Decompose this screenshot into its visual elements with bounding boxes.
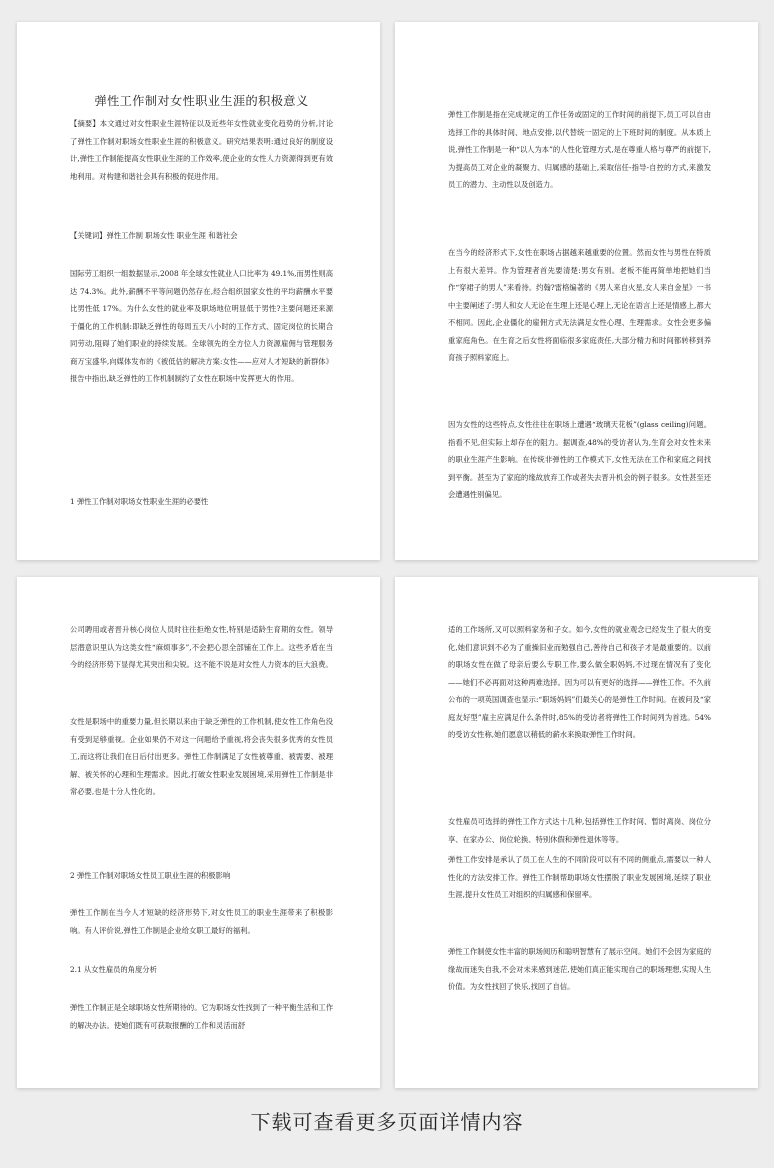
body-paragraph: 适的工作场所,又可以照料家务和子女。如今,女性的就业观念已经发生了很大的变化,她们意识到不必为了重操旧业而勉强自己,善待自己和孩子才是最重要的。以前的职场女性在做了母亲后要么专职工作,要么做全职妈妈,不过现在情况有了变化——她们不必再面对这种两难选择。因为可以有更好的选择——弹性工作。不久前公布的一项英国调查也显示:“职场妈妈”们最关心的是弹性工作时间。在被问及“家庭友好型”雇主应满足什么条件时,85%的受访者将弹性工作时间列为首选。54%的受访女性称,她们愿意以稍低的薪水来换取弹性工作时间。 <box>448 625 711 739</box>
body-paragraph: 弹性工作制正是全球职场女性所期待的。它为职场女性找到了一种平衡生活和工作的解决办法。使她们既有可获取报酬的工作和灵活而舒 <box>70 1003 333 1030</box>
body-paragraph: 弹性工作制在当今人才短缺的经济形势下,对女性员工的职业生涯带来了积极影响。有人评价说,弹性工作制是企业给女职工最好的福利。 <box>70 908 333 935</box>
abstract-paragraph: 【摘要】本文通过对女性职业生涯特征以及近些年女性就业变化趋势的分析,讨论了弹性工作制对职场女性职业生涯的积极意义。研究结果表明:通过良好的制度设计,弹性工作制能提高女性职业生涯的工作效率,使企业的女性人力资源得到更有效地利用。对构建和谐社会具有积极的促进作用。 <box>70 119 333 181</box>
download-more-prompt[interactable]: 下载可查看更多页面详情内容 <box>250 1110 524 1134</box>
document-page-3 <box>17 577 380 1088</box>
body-paragraph: 弹性工作制是指在完成规定的工作任务或固定的工作时间的前提下,员工可以自由选择工作的具体时间、地点安排,以代替统一固定的上下班时间的制度。从本质上说,弹性工作制是一种“以人为本”的人性化管理方式,是在尊重人格与尊严的前提下,为提高员工对企业的凝聚力、归属感的基础上,采取信任-指导-自控的方式,来激发员工的潜力、主动性以及创造力。 <box>448 110 711 189</box>
section-heading: 2 弹性工作制对职场女性员工职业生涯的积极影响 <box>70 871 231 880</box>
body-paragraph: 在当今的经济形式下,女性在职场占据越来越重要的位置。然而女性与男性在特质上有很大差异。作为管理者首先要清楚:男女有别。老板不能再简单地把她们当作“穿裙子的男人”来看待。约翰?雷格编著的《男人来自火星,女人来自金星》一书中主要阐述了:男人和女人无论在生理上还是心理上,无论在语言上还是情感上,都大不相同。因此,企业僵化的雇佣方式无法满足女性心理、生理需求。女性会更多偏重家庭角色。在生育之后女性将面临很多家庭责任,大部分精力和时间都转移到养育孩子照料家庭上。 <box>448 248 711 362</box>
document-title: 弹性工作制对女性职业生涯的积极意义 <box>94 94 309 108</box>
document-page-1 <box>17 22 380 560</box>
document-page-2 <box>395 22 758 560</box>
keywords-line: 【关键词】弹性工作制 职场女性 职业生涯 和谐社会 <box>70 231 238 240</box>
body-paragraph: 因为女性的这些特点,女性往往在职场上遭遇“玻璃天花板”(glass ceiling)问题。指看不见,但实际上却存在的阻力。据调查,48%的受访者认为,生育会对女性未来的职业生涯产生影响。在传统非弹性的工作模式下,女性无法在工作和家庭之间找到平衡。甚至为了家庭的缘故放弃工作或者失去晋升机会的例子很多。女性甚至还会遭遇性别偏见。 <box>448 420 711 499</box>
body-paragraph: 公司聘用或者晋升核心岗位人员时往往拒绝女性,特别是适龄生育期的女性。领导层潜意识里认为这类女性“麻烦事多”,不会把心思全部铺在工作上。这些矛盾在当今的经济形势下显得尤其突出和尖锐。这不能不说是对女性人力资本的巨大浪费。 <box>70 625 333 669</box>
body-paragraph: 女性雇员可选择的弹性工作方式达十几种,包括弹性工作时间、暂时离岗、岗位分享、在家办公、岗位轮换、特别休假和弹性退休等等。 <box>448 817 711 844</box>
body-paragraph: 国际劳工组织一组数据显示,2008 年全球女性就业人口比率为 49.1%,而男性则高达 74.3%。此外,薪酬不平等问题仍然存在,经合组织国家女性的平均薪酬水平要比男性低 17%。为什么女性的就业率及职场地位明显低于男性?主要问题还来源于僵化的工作机制:即缺乏弹性的每周五天八小时的工作方式、固定岗位的长期合同劳动,阻碍了她们职业的持续发展。全球领先的全方位人力资源雇佣与管理服务商万宝盛华,向媒体发布的《被低估的解决方案:女性——应对人才短缺的新群体》报告中指出,缺乏弹性的工作机制制约了女性在职场中发挥更大的作用。 <box>70 269 333 383</box>
document-page-4 <box>395 577 758 1088</box>
body-paragraph: 弹性工作制使女性丰富的职场阅历和聪明智慧有了展示空间。她们不会因为家庭的缘故而迷失自我,不会对未来感到迷茫,使她们真正能实现自己的职场理想,实现人生价值。为女性找回了快乐,找回了自信。 <box>448 947 711 991</box>
body-paragraph: 女性是职场中的重要力量,但长期以来由于缺乏弹性的工作机制,使女性工作角色没有受到足够重视。企业如果仍不对这一问题给予重视,将会丧失很多优秀的女性员工,而这将让我们在日后付出更多。弹性工作制满足了女性被尊重、被需要、被理解、被关怀的心理和生理需求。因此,打破女性职业发展困境,采用弹性工作制是非常必要,也是十分人性化的。 <box>70 717 333 796</box>
subsection-heading: 2.1 从女性雇员的角度分析 <box>70 965 157 974</box>
section-heading: 1 弹性工作制对职场女性职业生涯的必要性 <box>70 497 209 506</box>
body-paragraph: 弹性工作安排是承认了员工在人生的不同阶段可以有不同的侧重点,需要以一种人性化的方法安排工作。弹性工作制帮助职场女性摆脱了职业发展困境,延续了职业生涯,提升女性员工对组织的归属感和保留率。 <box>448 855 711 899</box>
